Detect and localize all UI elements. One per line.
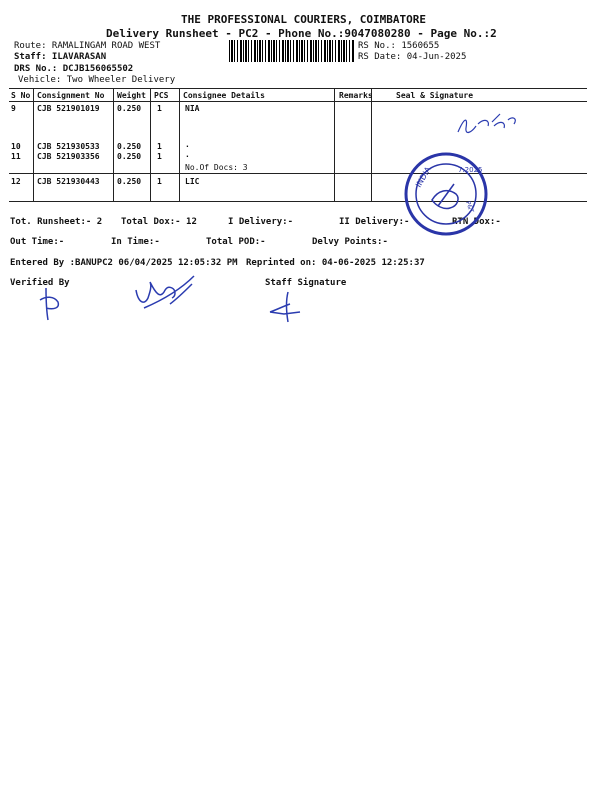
table-col-rule (113, 88, 114, 201)
vehicle-label: Vehicle: Two Wheeler Delivery (18, 75, 176, 85)
rs-date: RS Date: 04-Jun-2025 (358, 52, 467, 62)
staff-label: Staff: ILAVARASAN (14, 52, 107, 62)
table-col-rule (150, 88, 151, 201)
total-pod: Total POD:- (206, 237, 266, 247)
staff-signature-label: Staff Signature (265, 278, 347, 288)
table-row-rule (9, 173, 587, 174)
in-time: In Time:- (111, 237, 160, 247)
table-row-consignment: CJB 521930533 (37, 142, 100, 151)
table-row-sno: 10 (11, 142, 21, 151)
col-header-consignee: Consignee Details (183, 91, 265, 100)
verified-by-label: Verified By (10, 278, 70, 288)
table-row-weight: 0.250 (117, 152, 142, 161)
reprinted-on: Reprinted on: 04-06-2025 12:25:37 (246, 258, 425, 268)
table-row-details: . (185, 140, 190, 149)
col-header-remarks: Remarks (339, 91, 373, 100)
table-top-rule (9, 88, 587, 89)
table-col-rule (179, 88, 180, 201)
verified-signature-icon (36, 284, 66, 324)
second-delivery: II Delivery:- (339, 217, 410, 227)
company-title: THE PROFESSIONAL COURIERS, COIMBATORE (181, 13, 427, 26)
table-col-rule (33, 88, 34, 201)
rs-number: RS No.: 1560655 (358, 41, 440, 51)
table-row-weight: 0.250 (117, 142, 142, 151)
route-label: Route: RAMALINGAM ROAD WEST (14, 41, 161, 51)
docs-count-note: No.Of Docs: 3 (185, 163, 248, 172)
table-row-pcs: 1 (157, 142, 162, 151)
postal-stamp-icon (400, 148, 500, 238)
total-dox: Total Dox:- 12 (121, 217, 197, 227)
col-header-sno: S No (11, 91, 31, 100)
svg-text:P&T: P&T (464, 200, 475, 214)
receiver-signature-icon (450, 110, 530, 140)
runsheet-subtitle: Delivery Runsheet - PC2 - Phone No.:9047080280 - Page No.:2 (106, 27, 497, 40)
staff-signature-icon (266, 290, 306, 324)
table-row-consignment: CJB 521901019 (37, 104, 100, 113)
table-row-weight: 0.250 (117, 104, 142, 113)
col-header-weight: Weight (117, 91, 146, 100)
first-delivery: I Delivery:- (228, 217, 294, 227)
table-row-details: . (185, 150, 190, 159)
table-row-weight: 0.250 (117, 177, 142, 186)
entered-by: Entered By :BANUPC2 06/04/2025 12:05:32 PM (10, 258, 238, 268)
table-row-sno: 9 (11, 104, 16, 113)
table-col-rule (334, 88, 335, 201)
out-time: Out Time:- (10, 237, 65, 247)
table-row-consignment: CJB 521930443 (37, 177, 100, 186)
table-row-pcs: 1 (157, 177, 162, 186)
table-bottom-rule (9, 201, 587, 202)
table-header-rule (9, 101, 587, 102)
drs-number: DRS No.: DCJB156065502 (14, 64, 134, 74)
table-row-details: NIA (185, 104, 200, 113)
table-row-sno: 12 (11, 177, 21, 186)
table-row-sno: 11 (11, 152, 21, 161)
return-dox: RTN Dox:- (452, 217, 501, 227)
table-row-details: LIC (185, 177, 200, 186)
barcode (229, 40, 354, 62)
col-header-pcs: PCS (154, 91, 169, 100)
table-row-pcs: 1 (157, 104, 162, 113)
delivery-points: Delvy Points:- (312, 237, 388, 247)
table-row-consignment: CJB 521903356 (37, 152, 100, 161)
table-col-rule (371, 88, 372, 201)
entered-signature-icon (130, 268, 200, 318)
table-row-pcs: 1 (157, 152, 162, 161)
svg-text:INDIA: INDIA (413, 165, 433, 189)
col-header-consignment: Consignment No (37, 91, 105, 100)
svg-text:7.2025: 7.2025 (458, 166, 483, 174)
total-runsheet: Tot. Runsheet:- 2 (10, 217, 103, 227)
col-header-seal: Seal & Signature (396, 91, 474, 100)
